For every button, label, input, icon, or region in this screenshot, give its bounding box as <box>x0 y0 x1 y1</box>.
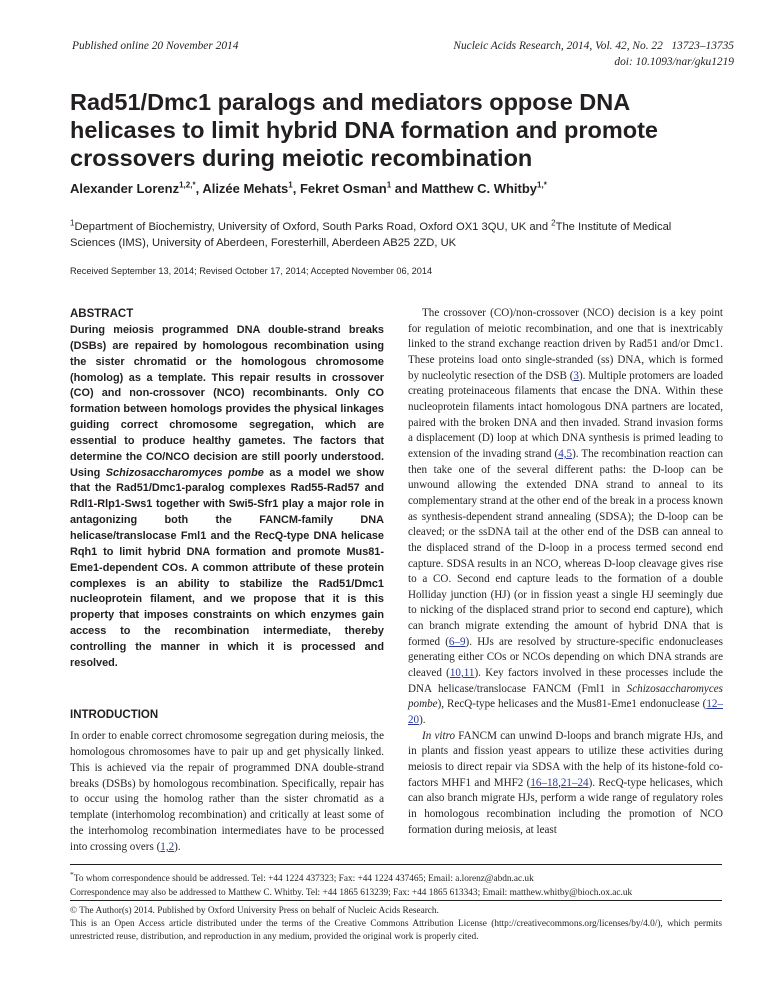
journal-citation <box>453 38 734 70</box>
citation-link[interactable]: 10,11 <box>449 667 475 680</box>
correspondence-text: To whom correspondence should be addressed. Tel: +44 1224 437323; Fax: +44 1224 437465; Email: a.lorenz@abdn.ac.uk <box>73 874 534 885</box>
license-footnote <box>70 905 722 943</box>
abstract-text-part: During meiosis programmed DNA double-strand breaks (DSBs) are repaired by homologous recombination using the sister chromatid or the homologous chromosome (homolog) as a template. This repair results in crossover (CO) and non-crossover (NCO) recombinants. Only CO formation between homologs provides the physical linkages guiding correct chromosome segregation, which are essential to produce healthy gametes. The factors that determine the CO/NCO decision are still poorly understood. Using <box>70 324 384 479</box>
author-separator: , <box>292 181 300 196</box>
body-text: ). Key factors involved in these processes include the DNA helicase/translocase FANCM (Fml1 in <box>408 667 723 695</box>
body-text: FANCM can unwind D-loops and branch migrate HJs, and in plants and fission yeast appears to utilize these activities during meiosis to direct repair via SDSA with the help of its histone-fold co-factors MHF1 and MHF2 ( <box>408 729 723 789</box>
body-text: ). HJs are resolved by structure-specific endonucleases generating either COs or NCOs depending on which DNA strands are cleaved ( <box>408 635 723 680</box>
in-vitro-term: In vitro <box>422 729 456 742</box>
abstract-text <box>70 323 384 672</box>
author-name: Fekret Osman <box>299 181 387 196</box>
citation-link[interactable]: 16–18 <box>530 776 559 789</box>
copyright-line: © The Author(s) 2014. Published by Oxford University Press on behalf of Nucleic Acids Research. <box>70 906 439 916</box>
correspondence-line <box>70 868 722 886</box>
correspondence-line: Correspondence may also be addressed to Matthew C. Whitby. Tel: +44 1865 613239; Fax: +44 1865 613343; Email: matthew.whitby@bioch.ox.ac.uk <box>70 888 633 899</box>
footnote-divider <box>70 864 722 865</box>
citation-link[interactable]: 6–9 <box>448 635 466 648</box>
body-text: ). <box>419 714 426 727</box>
journal-name: Nucleic Acids Research, 2014, Vol. 42, No. 22 <box>453 40 663 52</box>
abstract-heading: ABSTRACT <box>70 308 134 320</box>
species-name: Schizosaccharomyces pombe <box>105 466 264 479</box>
author-name: Alizée Mehats <box>202 181 289 196</box>
author-affiliation-marker: 1 <box>386 180 392 190</box>
received-dates: Received September 13, 2014; Revised October 17, 2014; Accepted November 06, 2014 <box>70 266 433 276</box>
introduction-paragraph <box>408 306 723 729</box>
author-affiliation-marker: 1,* <box>537 180 547 190</box>
article-title: Rad51/Dmc1 paralogs and mediators oppose DNA helicases to limit hybrid DNA formation and promote crossovers during meiotic recombination <box>70 89 659 171</box>
citation-link[interactable]: 4,5 <box>558 447 573 460</box>
author-affiliation-marker: 1,2,* <box>179 180 196 190</box>
citation-link[interactable]: 1,2 <box>160 840 175 853</box>
introduction-column-right <box>408 306 723 838</box>
body-text: The crossover (CO)/non-crossover (NCO) decision is a key point for regulation of meiotic recombination, and one that is inextricably linked to the strand exchange reaction driven by Rad51 and/or Dmc1. These proteins load onto single-stranded (ss) DNA, which is formed by nucleolytic resection of the DSB ( <box>408 307 723 382</box>
body-text: ), RecQ-type helicases and the Mus81-Eme1 endonuclease ( <box>437 698 707 711</box>
published-date: Published online 20 November 2014 <box>72 40 239 52</box>
journal-volume-line <box>453 38 734 54</box>
affiliation-marker: 2 <box>551 218 556 228</box>
citation-link[interactable]: 3 <box>573 369 579 382</box>
affiliation-text: The Institute of Medical Sciences (IMS), University of Aberdeen, Foresterhill, Aberdeen AB25 2ZD, UK <box>70 221 672 250</box>
license-text: This is an Open Access article distributed under the terms of the Creative Commons Attribution License (http://creativecommons.org/licenses/by/4.0/), which permits unrestricted reuse, distribution, and reproduction in any medium, provided the original work is properly cited. <box>70 918 722 942</box>
body-text: In order to enable correct chromosome segregation during meiosis, the homologous chromosomes have to pair up and get physically linked. This is achieved via the repair of programmed DNA double-strand breaks (DSBs) by homologous recombination. Specifically, repair has to occur using the homolog rather than the sister chromatid as a template (interhomolog recombination) and critically at least some of the interhomolog recombination intermediates have to be processed into crossing overs ( <box>70 730 384 853</box>
author-name: Alexander Lorenz <box>70 181 180 196</box>
body-text: ). <box>174 840 181 853</box>
affiliation-text: Department of Biochemistry, University of Oxford, South Parks Road, Oxford OX1 3QU, UK and <box>74 221 552 233</box>
introduction-heading: INTRODUCTION <box>70 709 159 721</box>
abstract-text-part: as a model we show that the Rad51/Dmc1-paralog complexes Rad55-Rad57 and Rdl1-Rlp1-Sws1 together with Swi5-Sfr1 play a major role in antagonizing both the FANCM-family DNA helicase/translocase Fml1 and the RecQ-type DNA helicase Rqh1 to limit hybrid DNA formation and promote Mus81-Eme1-dependent COs. A common attribute of these protein complexes is an ability to stabilize the Rad51/Dmc1 nucleoprotein filament, and we propose that it is this property that imposes constraints on which enzymes gain access to the recombination intermediate, thereby controlling the manner in which it is processed and resolved. <box>70 466 385 669</box>
author-list <box>70 180 547 198</box>
citation-separator: , <box>558 776 561 789</box>
introduction-paragraph <box>70 729 384 856</box>
body-text: ). RecQ-type helicases, which can also branch migrate HJs, perform a wide range of regulatory roles in homologous recombination including the promotion of NCO formation during meiosis, at least <box>408 776 723 836</box>
author-separator: , <box>195 181 203 196</box>
affiliations <box>70 219 710 251</box>
footnote-marker: * <box>70 870 74 879</box>
citation-link[interactable]: 12–20 <box>408 698 723 727</box>
correspondence-footnote <box>70 868 722 900</box>
doi: doi: 10.1093/nar/gku1219 <box>614 56 734 68</box>
author-affiliation-marker: 1 <box>288 180 293 190</box>
page-range: 13723–13735 <box>671 40 734 52</box>
author-separator: and <box>391 181 422 196</box>
species-name: Schizosaccharomyces pombe <box>408 682 723 711</box>
author-name: Matthew C. Whitby <box>421 181 538 196</box>
license-divider <box>70 900 722 901</box>
body-text: ). Multiple protomers are loaded creating proteinaceous filaments that encase the DNA. Within these nucleoprotein filaments intact homologous DNA partners are located, paired with the broken DNA and then invaded. Strand invasion forms a displacement (D) loop at which DNA synthesis is primed leading to extension of the invading strand ( <box>408 369 723 460</box>
affiliation-marker: 1 <box>70 218 75 228</box>
body-text: ). The recombination reaction can then take one of the several different paths: the D-loop can be unwound allowing the extended DNA strand to anneal to its complementary strand at the other end of the break in a process known as synthesis-dependent strand annealing (SDSA); the D-loop can be cleaved; or the ssDNA tail at the other end of the DSB can anneal to the displaced strand of the D-loop in a process termed second end capture. SDSA results in an NCO, whereas D-loop cleavage gives rise to a CO. Second end capture leads to the formation of a double Holliday junction (HJ) (or in fission yeast a single HJ seemingly due to nicking of the displaced strand prior to second end capture), which can branch migrate extending the amount of hybrid DNA that is formed ( <box>408 447 723 648</box>
citation-link[interactable]: 21–24 <box>560 776 589 789</box>
introduction-paragraph <box>408 729 723 839</box>
